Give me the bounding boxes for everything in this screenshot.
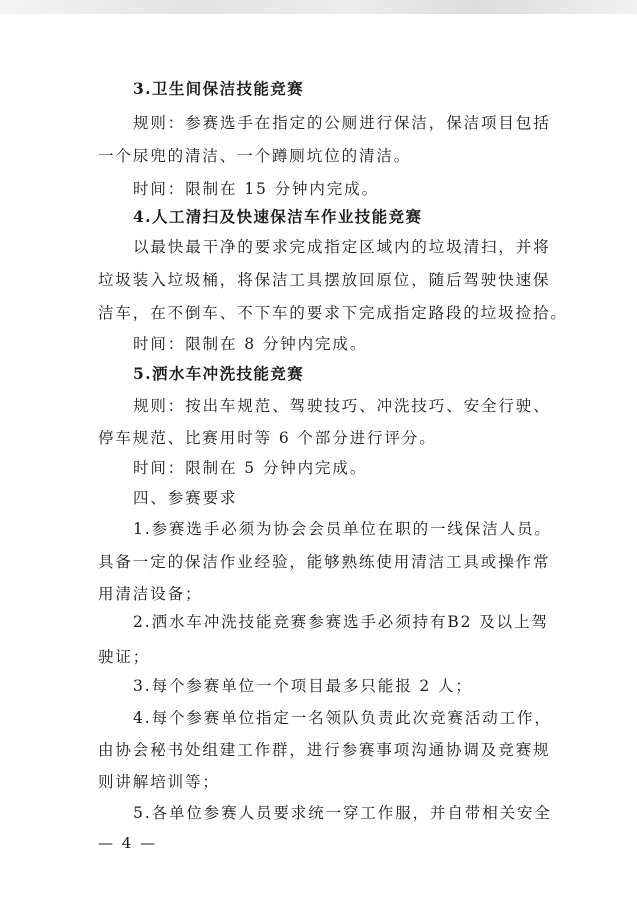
requirement-1-line-3: 用清洁设备； bbox=[98, 585, 203, 603]
section-5-rule-line-1: 规则：按出车规范、驾驶技巧、冲洗技巧、安全行驶、 bbox=[133, 397, 551, 415]
requirement-1-line-1: 1.参赛选手必须为协会会员单位在职的一线保洁人员。 bbox=[133, 520, 552, 538]
requirement-4-line-1: 4.每个参赛单位指定一名领队负责此次竞赛活动工作， bbox=[133, 709, 552, 727]
section-5-time: 时间：限制在 5 分钟内完成。 bbox=[133, 459, 368, 477]
requirement-4-line-2: 由协会秘书处组建工作群，进行参赛事项沟通协调及竞赛规 bbox=[98, 741, 551, 759]
requirement-4-line-3: 则讲解培训等； bbox=[98, 773, 220, 791]
section-4-time: 时间：限制在 8 分钟内完成。 bbox=[133, 335, 368, 353]
section-3-heading: 3.卫生间保洁技能竞赛 bbox=[133, 79, 305, 98]
requirement-2-line-1: 2.洒水车冲洗技能竞赛参赛选手必须持有B2 及以上驾 bbox=[133, 613, 549, 631]
requirement-3-line-1: 3.每个参赛单位一个项目最多只能报 2 人； bbox=[133, 677, 473, 695]
page-number: — 4 — bbox=[98, 834, 158, 852]
section-3-rule-line-2: 一个尿兜的清洁、一个蹲厕坑位的清洁。 bbox=[98, 147, 412, 165]
section-3-time: 时间：限制在 15 分钟内完成。 bbox=[133, 180, 379, 198]
section-4-body-line-2: 垃圾装入垃圾桶，将保洁工具摆放回原位，随后驾驶快速保 bbox=[98, 271, 551, 289]
section-5-rule-line-2: 停车规范、比赛用时等 6 个部分进行评分。 bbox=[98, 429, 437, 447]
requirement-5-line-1: 5.各单位参赛人员要求统一穿工作服，并自带相关安全 bbox=[133, 804, 552, 822]
requirements-heading: 四、参赛要求 bbox=[133, 489, 238, 507]
section-4-heading: 4.人工清扫及快速保洁车作业技能竞赛 bbox=[133, 207, 423, 226]
section-4-body-line-1: 以最快最干净的要求完成指定区域内的垃圾清扫，并将 bbox=[133, 238, 551, 256]
requirement-2-line-2: 驶证； bbox=[98, 648, 151, 666]
section-5-heading: 5.洒水车冲洗技能竞赛 bbox=[133, 364, 305, 383]
section-3-rule-line-1: 规则：参赛选手在指定的公厕进行保洁，保洁项目包括 bbox=[133, 114, 551, 132]
requirement-1-line-2: 具备一定的保洁作业经验，能够熟练使用清洁工具或操作常 bbox=[98, 553, 551, 571]
section-4-body-line-3: 洁车，在不倒车、不下车的要求下完成指定路段的垃圾捡拾。 bbox=[98, 304, 568, 322]
